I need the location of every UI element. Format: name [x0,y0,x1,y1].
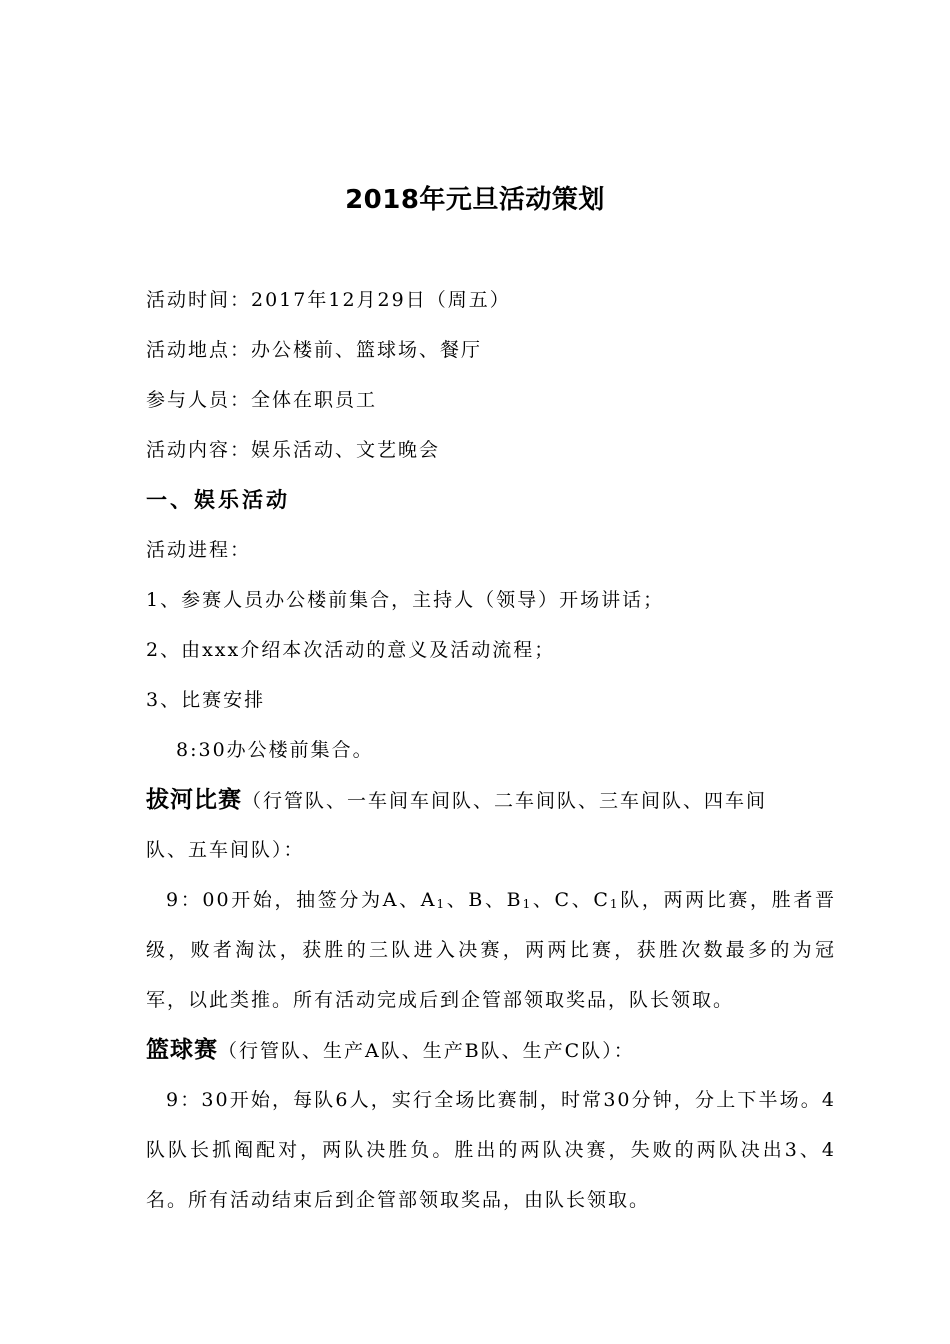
tug-rules-text: 9：00开始，抽签分为A、A [166,889,437,911]
basketball-rules: 9：30开始，每队6人，实行全场比赛制，时常30分钟，分上下半场。4队队长抓阄配对，两队决胜负。胜出的两队决赛，失败的两队决出3、4名。所有活动结束后到企管部领取奖品，由队长领取。 [146,1089,836,1211]
basketball-teams: （行管队、生产A队、生产B队、生产C队）： [218,1040,635,1062]
step-item: 3、比赛安排 [146,689,266,711]
step-item: 2、由xxx介绍本次活动的意义及活动流程； [146,639,556,661]
progress-label: 活动进程： [146,539,252,561]
subscript: 1 [436,897,447,911]
subscript: 1 [522,897,533,911]
basketball-line [146,1025,635,1076]
info-content: 活动内容：娱乐活动、文艺晚会 [146,439,441,461]
tug-rules-text: 、B、B [446,889,523,911]
basketball-title: 篮球赛 [146,1037,218,1063]
info-participants: 参与人员：全体在职员工 [146,389,378,411]
step-item: 1、参赛人员办公楼前集合，主持人（领导）开场讲话； [146,589,665,611]
tug-of-war-rules [146,875,836,1025]
info-time: 活动时间：2017年12月29日（周五） [146,289,511,311]
subscript: 1 [609,897,620,911]
tug-of-war-line1 [146,775,767,826]
document-title: 2018年元旦活动策划 [345,185,605,215]
tug-rules-text: 、C、C [532,889,610,911]
tug-of-war-title: 拔河比赛 [146,787,242,813]
tug-rules-text: 队，两两比赛，胜者晋级，败者淘汰，获胜的三队进入决赛，两两比赛，获胜次数最多的为冠军，以此类推。所有活动完成后到企管部领取奖品，队长领取。 [146,889,836,1011]
tug-of-war-teams: （行管队、一车间车间队、二车间队、三车间队、四车间 [242,790,768,812]
tug-of-war-teams-cont: 队、五车间队）： [146,839,305,861]
gather-note: 8:30办公楼前集合。 [176,739,374,761]
info-location: 活动地点：办公楼前、篮球场、餐厅 [146,339,483,361]
section-heading: 一、娱乐活动 [146,488,290,512]
